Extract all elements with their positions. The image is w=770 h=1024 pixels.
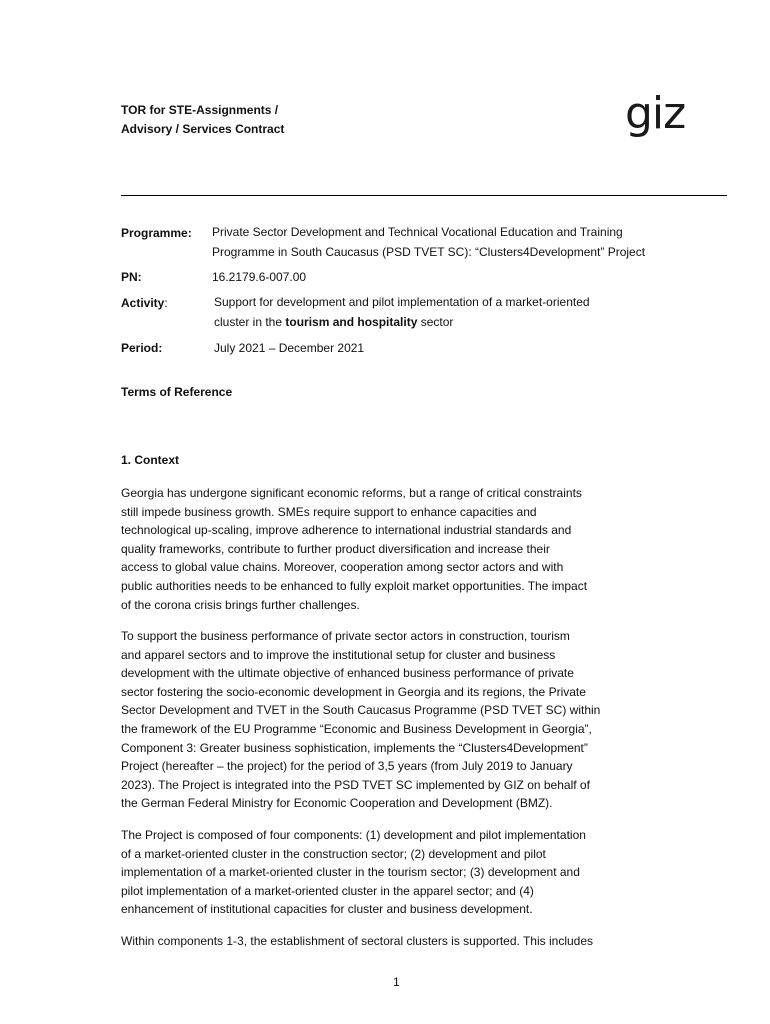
p3-line: The Project is composed of four components: (1) development and pilot implementation [121,828,586,842]
activity-colon: : [164,296,168,310]
activity-line-2-post: sector [417,315,454,329]
activity-label: Activity [121,296,165,310]
p1-line: Georgia has undergone significant economic reforms, but a range of critical constraints [121,486,582,500]
programme-value [212,222,682,262]
p3-line: pilot implementation of a market-oriented cluster in the apparel sector; and (4) [121,883,534,898]
p2-line: Component 3: Greater business sophistication, implements the “Clusters4Development” [121,740,588,755]
terms-heading: Terms of Reference [121,385,233,399]
p4-line: Within components 1-3, the establishment of sectoral clusters is supported. This includes [121,934,594,948]
activity-line-2-pre: cluster in the [214,315,286,329]
activity-label-wrap [121,294,168,312]
period-value: July 2021 – December 2021 [214,341,365,355]
header-title-line-2: Advisory / Services Contract [121,122,285,136]
header-divider [121,195,727,196]
activity-value [214,292,684,332]
p2-line: Sector Development and TVET in the South Caucasus Programme (PSD TVET SC) within [121,703,601,718]
p1-line: of the corona crisis brings further challenges. [121,597,360,612]
p3-line: enhancement of institutional capacities for cluster and business development. [121,902,533,917]
p2-line: and apparel sectors and to improve the institutional setup for cluster and business [121,647,556,662]
document-header [121,101,284,139]
giz-logo: giz [625,88,686,139]
activity-line-2 [214,312,684,332]
pn-label: PN: [121,270,142,284]
p1-line: public authorities needs to be enhanced to fully exploit market opportunities. The impact [121,578,588,593]
paragraph-2 [121,627,630,813]
p2-line: Project (hereafter – the project) for the period of 3,5 years (from July 2019 to January [121,759,573,774]
programme-line-1: Private Sector Development and Technical Vocational Education and Training [212,225,623,239]
programme-line-2: Programme in South Caucasus (PSD TVET SC): “Clusters4Development” Project [212,245,646,259]
activity-line-1: Support for development and pilot implementation of a market-oriented [214,295,590,309]
pn-value: 16.2179.6-007.00 [212,270,307,284]
paragraph-4 [121,932,630,951]
activity-line-2-bold: tourism and hospitality [285,315,418,329]
p2-line: sector fostering the socio-economic development in Georgia and its regions, the Private [121,684,586,699]
p3-line: implementation of a market-oriented cluster in the tourism sector; (3) development and [121,865,580,880]
paragraph-1 [121,484,630,614]
paragraph-3 [121,826,630,919]
p1-line: access to global value chains. Moreover, cooperation among sector actors and with [121,560,564,575]
p1-line: still impede business growth. SMEs require support to enhance capacities and [121,504,537,519]
context-heading: 1. Context [121,453,180,467]
p1-line: technological up-scaling, improve adherence to international industrial standards and [121,523,572,538]
p3-line: of a market-oriented cluster in the construction sector; (2) development and pilot [121,846,546,861]
p2-line: development with the ultimate objective of enhanced business performance of private [121,666,574,681]
p2-line: To support the business performance of private sector actors in construction, tourism [121,629,570,643]
p2-line: the German Federal Ministry for Economic Cooperation and Development (BMZ). [121,796,553,811]
programme-label: Programme: [121,226,192,240]
period-label: Period: [121,341,163,355]
p2-line: 2023). The Project is integrated into the PSD TVET SC implemented by GIZ on behalf of [121,777,590,792]
p2-line: the framework of the EU Programme “Economic and Business Development in Georgia”, [121,721,592,736]
p1-line: quality frameworks, contribute to further product diversification and increase their [121,541,550,556]
header-title-line-1: TOR for STE-Assignments / [121,103,279,117]
page-number: 1 [393,975,400,989]
